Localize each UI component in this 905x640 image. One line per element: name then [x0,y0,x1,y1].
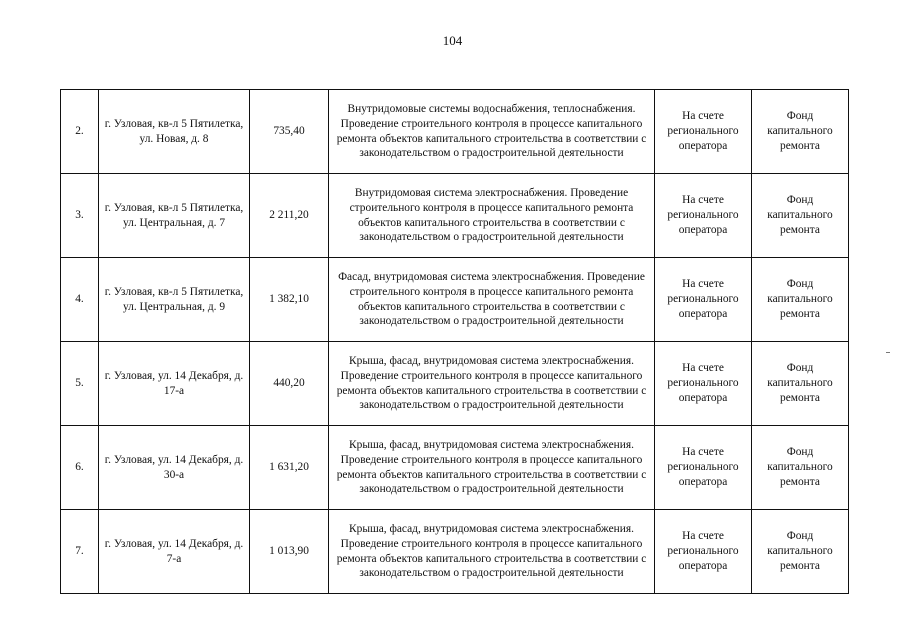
account-cell: На счете регионального оператора [655,174,752,258]
table-row [61,510,849,594]
area-cell: 1 631,20 [250,426,329,510]
works-description-cell: Фасад, внутридомовая система электроснабжения. Проведение строительного контроля в процессе капитального ремонта объектов капитального строительства в соответствии с законодательством о градостроительной деятельности [329,258,655,342]
page-number: 104 [442,33,463,48]
area-cell: 1 013,90 [250,510,329,594]
row-number-cell: 6. [61,426,99,510]
account-cell: На счете регионального оператора [655,90,752,174]
fund-source-cell: Фонд капитального ремонта [752,258,849,342]
table-row [61,426,849,510]
repair-works-table [60,89,849,594]
table-row [61,174,849,258]
works-description-cell: Крыша, фасад, внутридомовая система электроснабжения. Проведение строительного контроля в процессе капитального ремонта объектов капитального строительства в соответствии с законодательством о градостроительной деятельности [329,510,655,594]
fund-source-cell: Фонд капитального ремонта [752,174,849,258]
fund-source-cell: Фонд капитального ремонта [752,342,849,426]
row-number-cell: 7. [61,510,99,594]
works-description-cell: Крыша, фасад, внутридомовая система электроснабжения. Проведение строительного контроля в процессе капитального ремонта объектов капитального строительства в соответствии с законодательством о градостроительной деятельности [329,342,655,426]
fund-source-cell: Фонд капитального ремонта [752,90,849,174]
address-cell: г. Узловая, ул. 14 Декабря, д. 30-а [99,426,250,510]
area-cell: 2 211,20 [250,174,329,258]
account-cell: На счете регионального оператора [655,426,752,510]
row-number-cell: 3. [61,174,99,258]
works-description-cell: Крыша, фасад, внутридомовая система электроснабжения. Проведение строительного контроля в процессе капитального ремонта объектов капитального строительства в соответствии с законодательством о градостроительной деятельности [329,426,655,510]
table-row [61,90,849,174]
address-cell: г. Узловая, ул. 14 Декабря, д. 7-а [99,510,250,594]
row-number-cell: 2. [61,90,99,174]
address-cell: г. Узловая, кв-л 5 Пятилетка, ул. Центральная, д. 9 [99,258,250,342]
table-row [61,342,849,426]
table-row [61,258,849,342]
row-number-cell: 4. [61,258,99,342]
account-cell: На счете регионального оператора [655,510,752,594]
row-number-cell: 5. [61,342,99,426]
fund-source-cell: Фонд капитального ремонта [752,426,849,510]
area-cell: 1 382,10 [250,258,329,342]
area-cell: 440,20 [250,342,329,426]
account-cell: На счете регионального оператора [655,342,752,426]
works-description-cell: Внутридомовые системы водоснабжения, теплоснабжения. Проведение строительного контроля в процессе капитального ремонта объектов капитального строительства в соответствии с законодательством о градостроительной деятельности [329,90,655,174]
fund-source-cell: Фонд капитального ремонта [752,510,849,594]
address-cell: г. Узловая, кв-л 5 Пятилетка, ул. Новая, д. 8 [99,90,250,174]
scan-artifact-mark [886,352,890,353]
account-cell: На счете регионального оператора [655,258,752,342]
area-cell: 735,40 [250,90,329,174]
address-cell: г. Узловая, кв-л 5 Пятилетка, ул. Центральная, д. 7 [99,174,250,258]
works-description-cell: Внутридомовая система электроснабжения. Проведение строительного контроля в процессе капитального ремонта объектов капитального строительства в соответствии с законодательством о градостроительной деятельности [329,174,655,258]
address-cell: г. Узловая, ул. 14 Декабря, д. 17-а [99,342,250,426]
